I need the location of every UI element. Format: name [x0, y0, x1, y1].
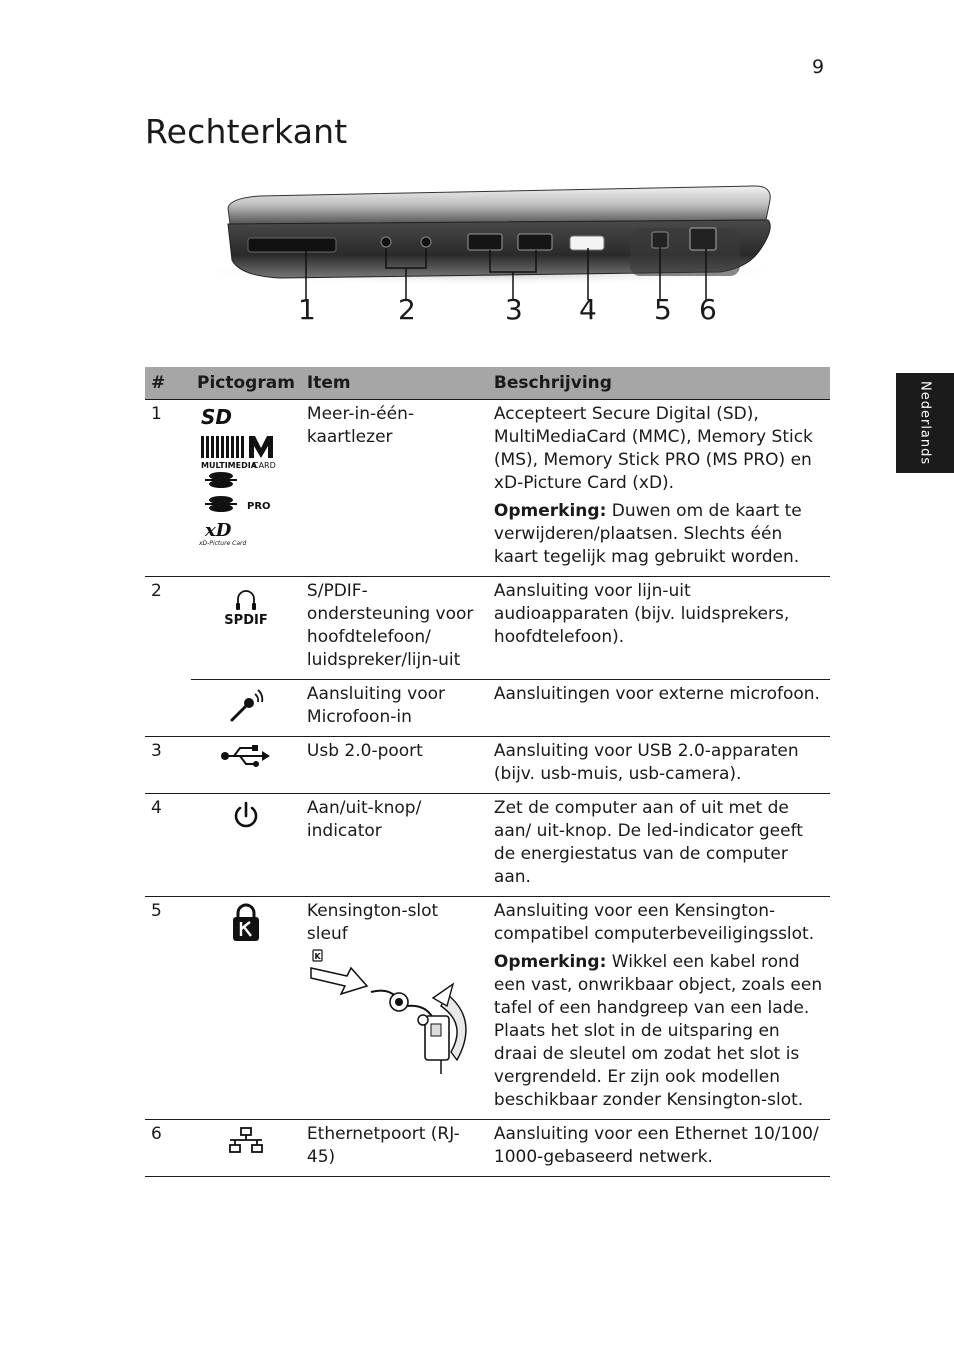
- table-row: [145, 400, 830, 577]
- ethernet-icon: [191, 1120, 301, 1177]
- header-desc: Beschrijving: [488, 367, 830, 400]
- table-header-row: [145, 367, 830, 400]
- headphones-spdif-icon: [191, 577, 301, 680]
- row-num: 4: [145, 794, 191, 897]
- callout-5: 5: [654, 293, 672, 326]
- microphone-icon: [191, 680, 301, 737]
- svg-text:SD: SD: [201, 406, 233, 429]
- callout-1: 1: [298, 293, 316, 326]
- row-desc-text: Accepteert Secure Digital (SD), MultiMediaCard (MMC), Memory Stick (MS), Memory Stick PRO (MS PRO) en xD-Picture Card (xD).: [493, 404, 813, 493]
- row-item-text: Kensington-slot sleuf: [306, 901, 439, 944]
- row-item: Usb 2.0-poort: [301, 737, 488, 794]
- usb-icon: [191, 737, 301, 794]
- table-row: [145, 737, 830, 794]
- row-item: Meer-in-één-kaartlezer: [301, 400, 488, 577]
- svg-text:K: K: [314, 952, 321, 961]
- table-row: [145, 897, 830, 1120]
- note-label: Opmerking:: [493, 952, 607, 972]
- row-item: [301, 897, 488, 1120]
- row-item: Ethernetpoort (RJ-45): [301, 1120, 488, 1177]
- kensington-lock-illustration: [307, 948, 479, 1078]
- row-num: 6: [145, 1120, 191, 1177]
- language-tab-label: Nederlands: [917, 380, 933, 466]
- row-note: [494, 500, 824, 569]
- row-desc: Aansluiting voor lijn-uit audioapparaten (bijv. luidsprekers, hoofdtelefoon).: [488, 577, 830, 680]
- row-desc: Aansluitingen voor externe microfoon.: [488, 680, 830, 737]
- row-num: 5: [145, 897, 191, 1120]
- row-num: 2: [145, 577, 191, 737]
- header-num: #: [145, 367, 191, 400]
- ports-table: [145, 367, 830, 1177]
- table-row: [145, 1120, 830, 1177]
- memory-card-logos-icon: [191, 400, 301, 577]
- table-row: [145, 794, 830, 897]
- page-title: Rechterkant: [145, 112, 348, 151]
- row-num: 1: [145, 400, 191, 577]
- row-desc: Zet de computer aan of uit met de aan/ uit-knop. De led-indicator geeft de energiestatus van de computer aan.: [488, 794, 830, 897]
- callout-6: 6: [699, 293, 717, 326]
- row-desc: Aansluiting voor een Ethernet 10/100/ 1000-gebaseerd netwerk.: [488, 1120, 830, 1177]
- note-text: Duwen om de kaart te verwijderen/plaatsen. Slechts één kaart tegelijk mag gebruikt worden.: [493, 501, 802, 567]
- row-desc-text: Aansluiting voor een Kensington-compatibel computerbeveiligingsslot.: [493, 901, 815, 944]
- row-desc: [488, 897, 830, 1120]
- svg-text:SPDIF: SPDIF: [224, 613, 268, 628]
- svg-text:MULTIMEDIA: MULTIMEDIA: [201, 461, 257, 470]
- callout-3: 3: [505, 293, 523, 326]
- row-item: S/PDIF-ondersteuning voor hoofdtelefoon/ luidspreker/lijn-uit: [301, 577, 488, 680]
- row-item: Aansluiting voor Microfoon-in: [301, 680, 488, 737]
- power-icon: [191, 794, 301, 897]
- table-row: [145, 577, 830, 680]
- note-label: Opmerking:: [493, 501, 607, 521]
- svg-text:xD: xD: [205, 520, 232, 541]
- svg-text:CARD: CARD: [253, 461, 276, 470]
- callout-2: 2: [398, 293, 416, 326]
- row-note: [494, 951, 824, 1112]
- header-icon: Pictogram: [191, 367, 301, 400]
- kensington-lock-icon: [191, 897, 301, 1120]
- row-item: Aan/uit-knop/ indicator: [301, 794, 488, 897]
- svg-text:xD-Picture Card: xD-Picture Card: [199, 540, 247, 546]
- header-item: Item: [301, 367, 488, 400]
- row-desc: [488, 400, 830, 577]
- note-text: Wikkel een kabel rond een vast, onwrikbaar object, zoals een tafel of een handgreep van een lade. Plaats het slot in de uitsparing en draai de sleutel om zodat het slot is vergrendeld. Er zijn ook modellen beschikbaar zonder Kensington-slot.: [493, 952, 823, 1110]
- table-row: [145, 680, 830, 737]
- language-tab: [896, 373, 954, 473]
- row-num: 3: [145, 737, 191, 794]
- callout-4: 4: [579, 293, 597, 326]
- svg-text:PRO: PRO: [247, 501, 271, 512]
- row-desc: Aansluiting voor USB 2.0-apparaten (bijv. usb-muis, usb-camera).: [488, 737, 830, 794]
- page-number: 9: [812, 56, 825, 78]
